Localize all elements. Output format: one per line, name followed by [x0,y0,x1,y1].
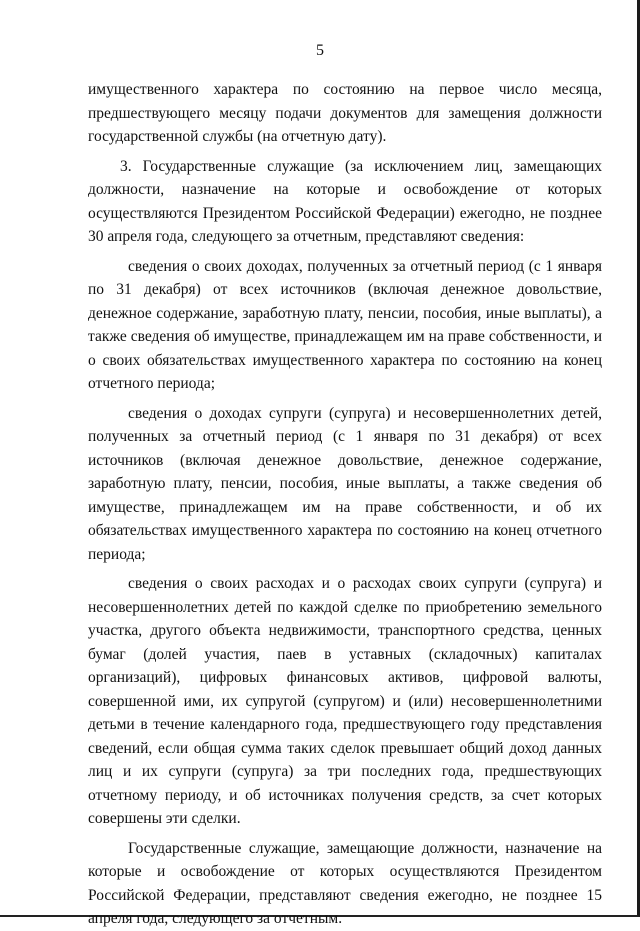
paragraph-own-income: сведения о своих доходах, полученных за отчетный период (с 1 января по 31 декабря) от всех источников (включая денежное довольствие, денежное содержание, заработную плату, пенсии, пособия, иные выплаты), а также сведения об имуществе, принадлежащем им на праве собственности, и о своих обязательствах имущественного характера по состоянию на конец отчетного периода; [88,257,602,392]
paragraph-clause-3: 3. Государственные служащие (за исключением лиц, замещающих должности, назначение на которые и освобождение от которых осуществляются Президентом Российской Федерации) ежегодно, не позднее 30 апреля года, следующего за отчетным, представляют сведения: [88,157,602,245]
paragraph-continuation: имущественного характера по состоянию на первое число месяца, предшествующего месяцу подачи документов для замещения должности государственной службы (на отчетную дату). [88,81,602,145]
paragraph-spouse-income: сведения о доходах супруги (супруга) и несовершеннолетних детей, полученных за отчетный период (с 1 января по 31 декабря) от всех источников (включая денежное довольствие, денежное содержание, заработную плату, пенсии, пособия, иные выплаты, а также сведения об имуществе, принадлежащем им на праве собственности, и об их обязательствах имущественного характера по состоянию на конец отчетного периода; [88,404,602,563]
paragraph-expenses: сведения о своих расходах и о расходах своих супруги (супруга) и несовершеннолетних детей по каждой сделке по приобретению земельного участка, другого объекта недвижимости, транспортного средства, ценных бумаг (долей участия, паев в уставных (складочных) капиталах организаций), цифровых финансовых активов, цифровой валюты, совершенной ими, их супругой (супругом) и (или) несовершеннолетними детьми в течение календарного года, предшествующего году представления сведений, если общая сумма таких сделок превышает общий доход данных лиц и их супруги (супруга) за три последних года, предшествующих отчетному периоду, и об источниках получения средств, за счет которых совершены эти сделки. [88,575,602,827]
page-number: 5 [316,42,324,59]
document-body [88,78,602,931]
paragraph-president-appointees: Государственные служащие, замещающие должности, назначение на которые и освобождение от которых осуществляются Президентом Российской Федерации, представляют сведения ежегодно, не позднее 15 апреля года, следующего за отчетным. [88,839,602,927]
